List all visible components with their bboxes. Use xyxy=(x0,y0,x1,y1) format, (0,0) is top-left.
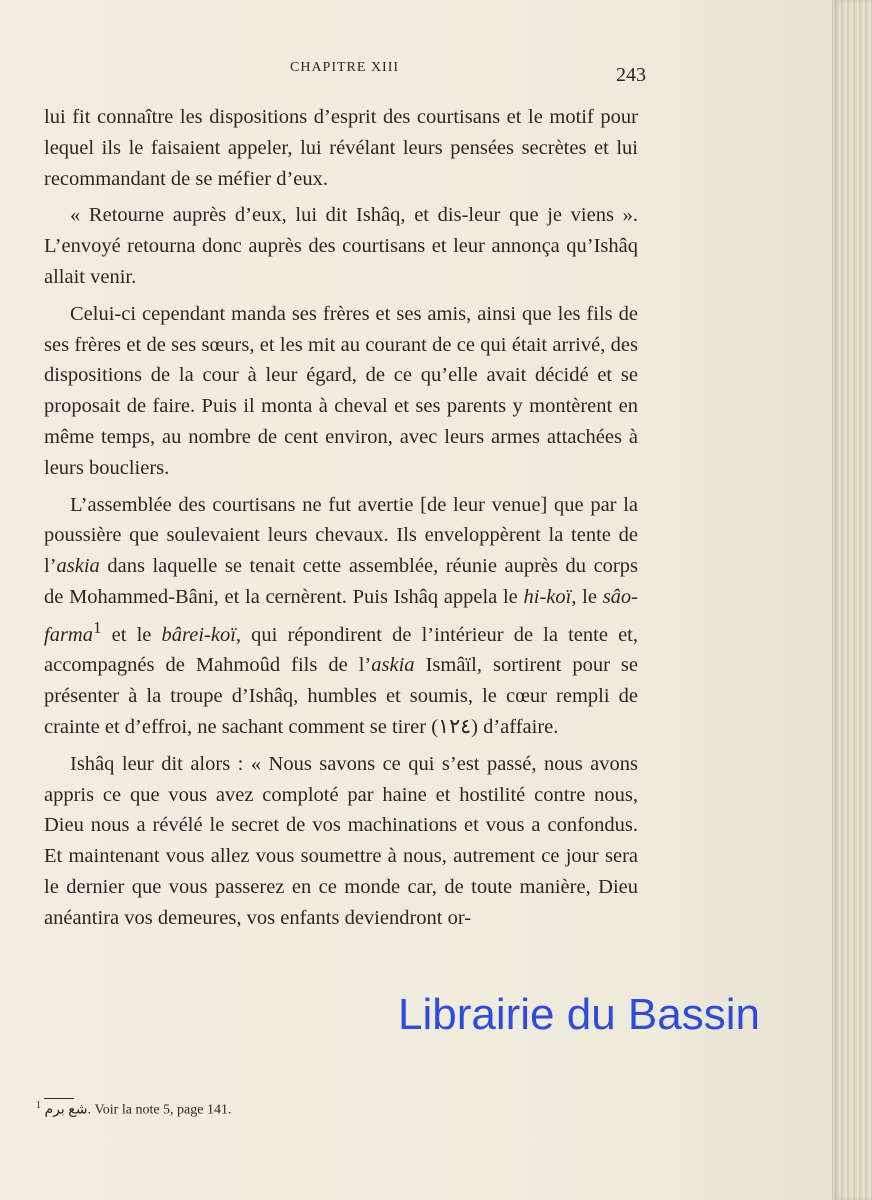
p4-text-e: , qui répondirent de l’intérieur de la tente et, accompagnés de Mahmoûd fils de l’ xyxy=(44,623,639,677)
term-sao-farma: sâo-farma xyxy=(44,585,639,646)
page-edge xyxy=(832,0,872,1200)
paragraph-2: « Retourne auprès d’eux, lui dit Ishâq, et dis-leur que je viens ». L’envoyé retourna donc auprès des courtisans et leur annonça qu’Ishâq allait venir. xyxy=(44,204,638,288)
term-askia-2: askia xyxy=(371,654,415,677)
paragraph-5: Ishâq leur dit alors : « Nous savons ce qui s’est passé, nous avons appris ce que vous avez comploté par haine et hostilité contre nous, Dieu nous a révélé le secret de vos machinations et vous a confondus. Et maintenant vous allez vous soumettre à nous, autrement ce jour sera le dernier que vous passerez en ce monde car, de toute manière, Dieu anéantira vos demeures, vos enfants deviendront or- xyxy=(44,752,638,929)
footnote-ref[interactable]: 1 xyxy=(92,617,102,637)
p4-text-d: et le xyxy=(101,623,162,646)
running-title: CHAPITRE XIII xyxy=(290,60,400,75)
footnote-text: . Voir la note 5, page 141. xyxy=(87,1102,232,1118)
term-barei-koi: bârei-koï xyxy=(161,623,236,646)
paragraph-1: lui fit connaître les dispositions d’esprit des courtisans et le motif pour lequel ils le faisaient appeler, lui révélant leurs pensées secrètes et lui recommandant de se méfier d’eux. xyxy=(44,106,638,190)
page-number: 243 xyxy=(616,64,646,86)
watermark: Librairie du Bassin xyxy=(398,990,760,1039)
term-askia: askia xyxy=(56,555,100,578)
paragraph-3: Celui-ci cependant manda ses frères et ses amis, ainsi que les fils de ses frères et de ses sœurs, et les mit au courant de ce qui était arrivé, des dispositions de la cour à leur égard, de ce qu’elle avait décidé et se proposait de faire. Puis il monta à cheval et ses parents y montèrent en même temps, au nombre de cent environ, avec leurs armes attachées à leurs boucliers. xyxy=(44,302,638,479)
p4-text-c: , le xyxy=(571,585,603,608)
paragraph-4 xyxy=(44,490,638,743)
p4-text-a: L’assemblée des courtisans ne fut avertie [de leur venue] que par la poussière que soulevaient leurs chevaux. Ils enveloppèrent la tente de l’ xyxy=(44,493,638,578)
footnote-arabic: شع برم xyxy=(44,1102,88,1118)
footnote xyxy=(36,1100,231,1119)
footnote-rule xyxy=(44,1098,74,1099)
p4-text-b: dans laquelle se tenait cette assemblée, réunie auprès du corps de Mohammed-Bâni, et la cernèrent. Puis Ishâq appela le xyxy=(44,555,638,608)
p4-text-f: Ismâïl, sortirent pour se présenter à la troupe d’Ishâq, humbles et soumis, le cœur rempli de crainte et d’effroi, ne sachant comment se tirer (١٢٤) d’affaire. xyxy=(44,654,638,738)
term-hi-koi: hi-koï xyxy=(523,585,572,608)
footnote-number: 1 xyxy=(36,1100,41,1111)
body-text xyxy=(44,102,638,940)
